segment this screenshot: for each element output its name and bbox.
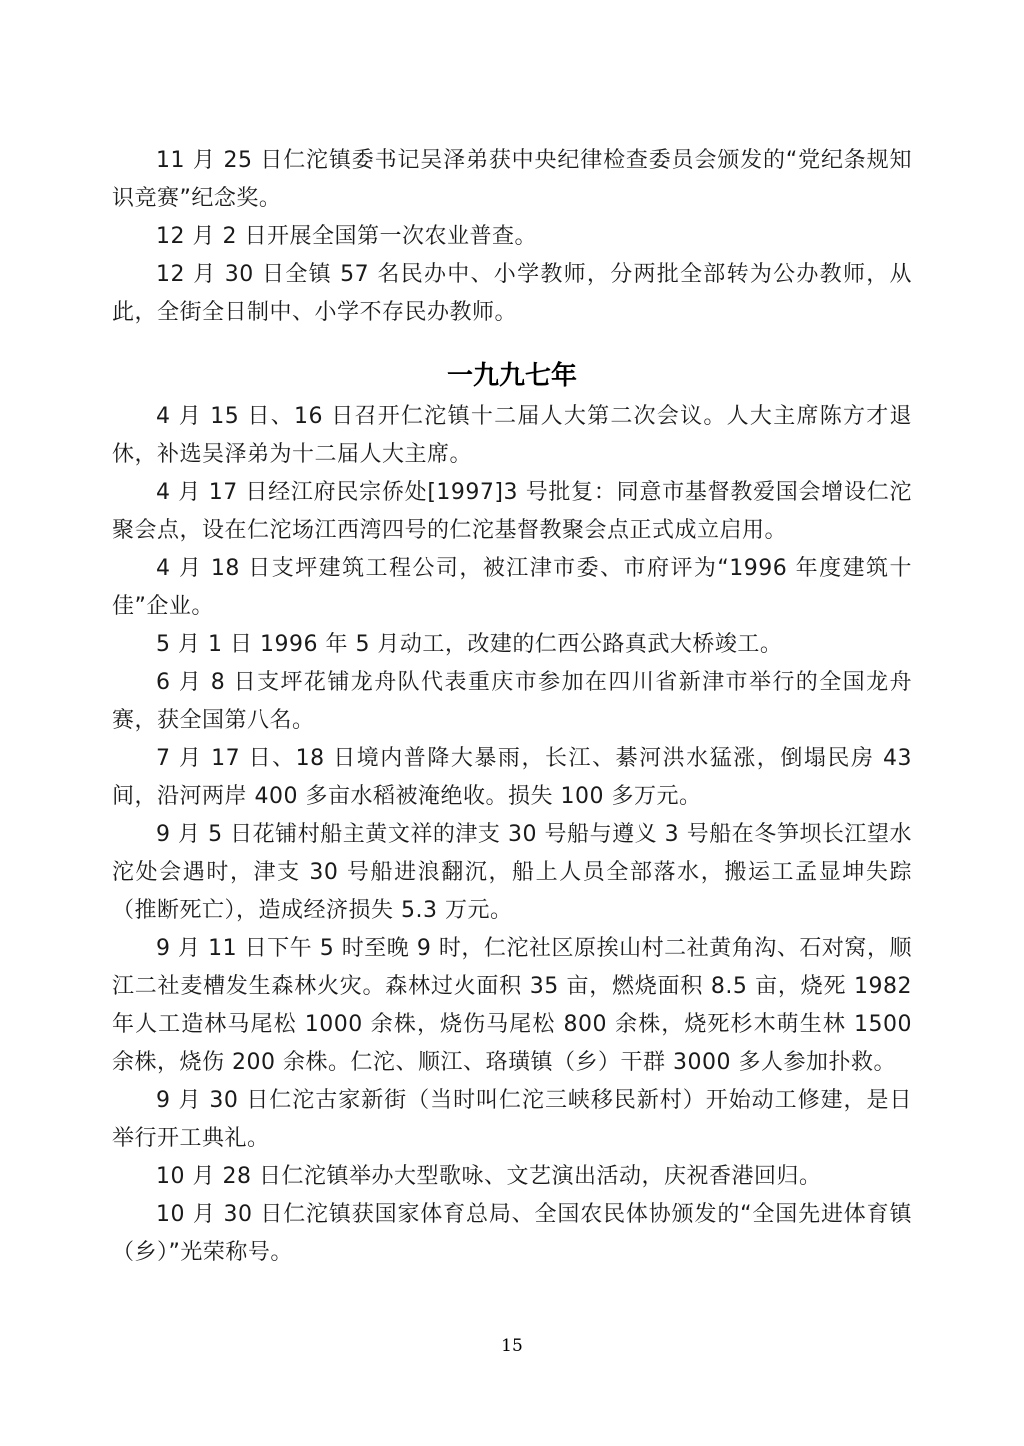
entry-oct-28: 10 月 28 日仁沱镇举办大型歌咏、文艺演出活动，庆祝香港回归。 [156, 1164, 822, 1189]
page-number: 15 [501, 1336, 523, 1356]
entry-may-1: 5 月 1 日 1996 年 5 月动工，改建的仁西公路真武大桥竣工。 [156, 632, 783, 657]
entry-jun-8: 6 月 8 日支坪花铺龙舟队代表重庆市参加在四川省新津市举行的全国龙舟赛，获全国第八名。 [112, 670, 912, 733]
entry-sep-5: 9 月 5 日花铺村船主黄文祥的津支 30 号船与遵义 3 号船在冬笋坝长江望水沱处会遇时，津支 30 号船进浪翻沉，船上人员全部落水，搬运工孟显坤失踪（推断死亡），造成经济损失 5.3 万元。 [112, 822, 912, 923]
section-title-1997: 一九九七年 [446, 361, 577, 391]
entry-dec-2: 12 月 2 日开展全国第一次农业普查。 [156, 224, 537, 249]
entry-apr-18: 4 月 18 日支坪建筑工程公司，被江津市委、市府评为“1996 年度建筑十佳”企业。 [112, 556, 912, 619]
entry-apr-17: 4 月 17 日经江府民宗侨处[1997]3 号批复：同意市基督教爱国会增设仁沱聚会点，设在仁沱场江西湾四号的仁沱基督教聚会点正式成立启用。 [112, 480, 912, 543]
entry-nov-25: 11 月 25 日仁沱镇委书记吴泽弟获中央纪律检查委员会颁发的“党纪条规知识竞赛”纪念奖。 [112, 148, 912, 211]
page-content [112, 142, 912, 1272]
entry-oct-30: 10 月 30 日仁沱镇获国家体育总局、全国农民体协颁发的“全国先进体育镇（乡）”光荣称号。 [112, 1202, 912, 1265]
entry-sep-30: 9 月 30 日仁沱古家新街（当时叫仁沱三峡移民新村）开始动工修建，是日举行开工典礼。 [112, 1088, 912, 1151]
entry-dec-30: 12 月 30 日全镇 57 名民办中、小学教师，分两批全部转为公办教师，从此，全街全日制中、小学不存民办教师。 [112, 262, 912, 325]
entry-sep-11: 9 月 11 日下午 5 时至晚 9 时，仁沱社区原挨山村二社黄角沟、石对窝，顺江二社麦槽发生森林火灾。森林过火面积 35 亩，燃烧面积 8.5 亩，烧死 1982 年人工造林马尾松 1000 余株，烧伤马尾松 800 余株，烧死杉木萌生林 1500 余株，烧伤 200 余株。仁沱、顺江、珞璜镇（乡）干群 3000 多人参加扑救。 [112, 936, 912, 1075]
entry-jul-17: 7 月 17 日、18 日境内普降大暴雨，长江、綦河洪水猛涨，倒塌民房 43 间，沿河两岸 400 多亩水稻被淹绝收。损失 100 多万元。 [112, 746, 912, 809]
entry-apr-15: 4 月 15 日、16 日召开仁沱镇十二届人大第二次会议。人大主席陈方才退休，补选吴泽弟为十二届人大主席。 [112, 404, 912, 467]
